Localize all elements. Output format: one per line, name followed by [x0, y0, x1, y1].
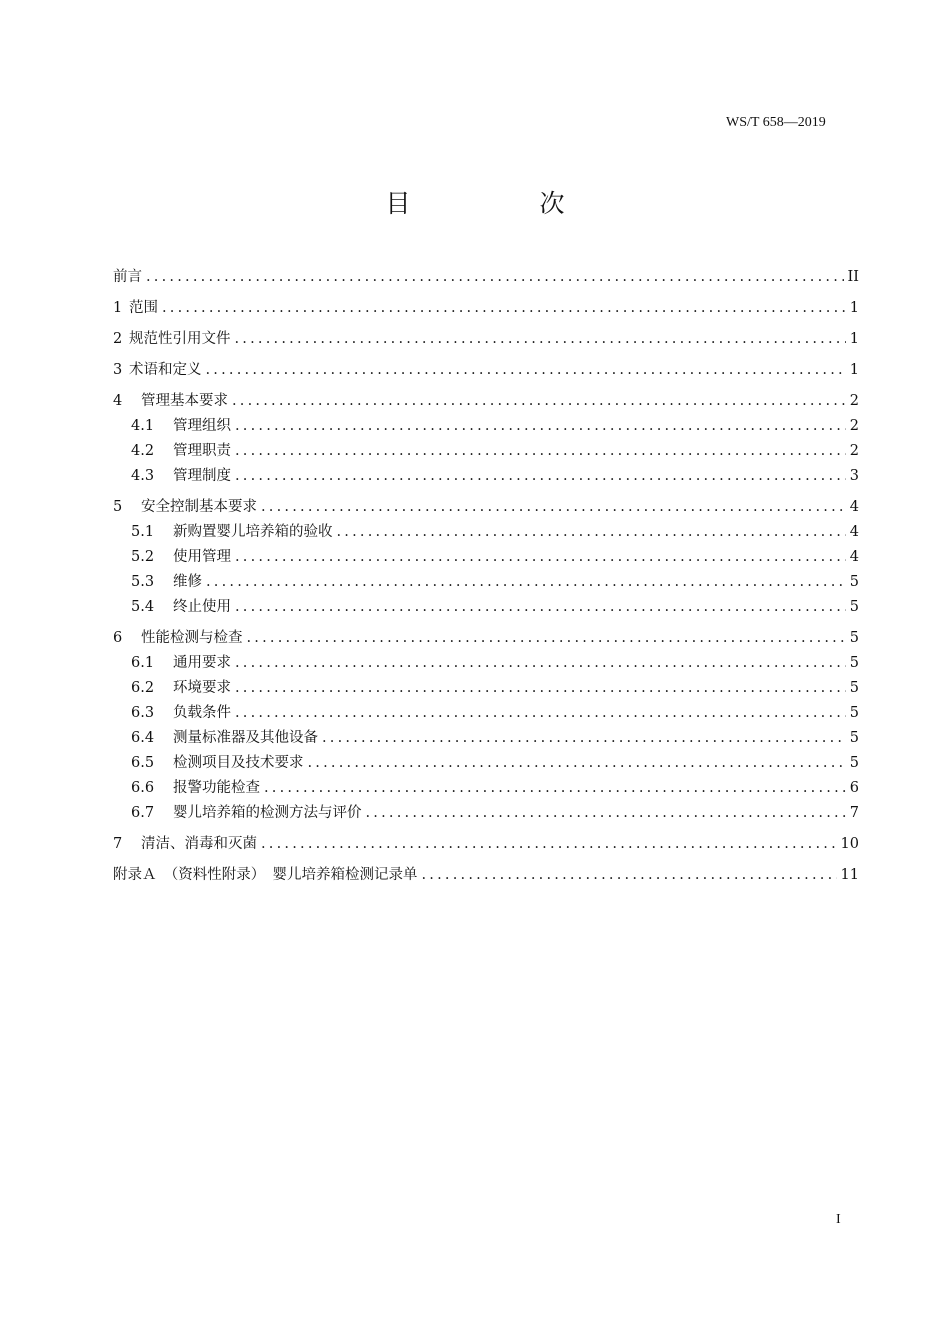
toc-entry-title: 婴儿培养箱的检测方法与评价	[173, 805, 362, 821]
toc-dot-leader	[247, 630, 846, 646]
toc-dot-leader	[235, 418, 846, 434]
toc-entry-title: 环境要求	[173, 680, 231, 696]
toc-entry-number: 1	[113, 300, 123, 316]
toc-entry[interactable]	[113, 651, 859, 676]
toc-title: 目 次	[385, 189, 617, 218]
toc-entry-page: 4	[849, 549, 859, 565]
toc-entry-title: 术语和定义	[129, 362, 202, 378]
toc-entry-title: 性能检测与检查	[141, 630, 243, 646]
toc-entry-title: 维修	[173, 574, 202, 590]
toc-entry-title: 管理职责	[173, 443, 231, 459]
toc-entry-number: 4.2	[131, 443, 155, 459]
toc-dot-leader	[235, 549, 846, 565]
toc-entry-page: 10	[840, 836, 859, 852]
toc-entry-number: 4.3	[131, 468, 155, 484]
toc-entry-page: 1	[849, 300, 859, 316]
toc-entry-number: 6	[113, 630, 123, 646]
toc-entry-number: 6.3	[131, 705, 155, 721]
toc-dot-leader	[235, 599, 846, 615]
toc-entry[interactable]	[113, 265, 859, 290]
toc-entry-page: 2	[849, 393, 859, 409]
toc-entry-number: 6.1	[131, 655, 155, 671]
toc-entry-number: 6.5	[131, 755, 155, 771]
toc-entry-title: 范围	[129, 300, 158, 316]
toc-entry-number: 6.7	[131, 805, 155, 821]
toc-entry-page: 1	[849, 362, 859, 378]
toc-entry-page: 11	[840, 867, 859, 883]
toc-entry-page: II	[847, 269, 859, 285]
page-number: I	[836, 1212, 841, 1227]
toc-entry-number: 7	[113, 836, 123, 852]
toc-entry-page: 2	[849, 443, 859, 459]
toc-entry-page: 4	[849, 524, 859, 540]
toc-dot-leader	[162, 300, 846, 316]
toc-entry[interactable]	[113, 414, 859, 439]
toc-entry-page: 1	[849, 331, 859, 347]
toc-dot-leader	[235, 331, 846, 347]
toc-entry-title: 测量标准器及其他设备	[173, 730, 318, 746]
toc-dot-leader	[235, 680, 846, 696]
toc-entry-page: 5	[849, 730, 859, 746]
toc-entry-title: 报警功能检查	[173, 780, 260, 796]
toc-entry[interactable]	[113, 358, 859, 383]
toc-entry-page: 5	[849, 755, 859, 771]
toc-entry[interactable]	[113, 863, 859, 888]
toc-entry[interactable]	[113, 676, 859, 701]
toc-entry[interactable]	[113, 545, 859, 570]
toc-dot-leader	[261, 836, 837, 852]
toc-entry[interactable]	[113, 389, 859, 414]
toc-entry-title: 安全控制基本要求	[141, 499, 257, 515]
toc-dot-leader	[206, 574, 846, 590]
toc-entry-page: 7	[849, 805, 859, 821]
toc-entry-page: 5	[849, 574, 859, 590]
toc-entry[interactable]	[113, 626, 859, 651]
toc-entry-page: 5	[849, 599, 859, 615]
toc-entry-title: 规范性引用文件	[129, 331, 231, 347]
toc-entry-title: 附录Ａ （资料性附录） 婴儿培养箱检测记录单	[113, 867, 418, 883]
toc-dot-leader	[146, 269, 844, 285]
toc-entry-page: 5	[849, 655, 859, 671]
toc-entry-page: 4	[849, 499, 859, 515]
toc-entry[interactable]	[113, 439, 859, 464]
toc-entry-page: 6	[849, 780, 859, 796]
toc-entry-number: 3	[113, 362, 123, 378]
toc-entry-title: 新购置婴儿培养箱的验收	[173, 524, 333, 540]
toc-dot-leader	[264, 780, 846, 796]
toc-entry[interactable]	[113, 701, 859, 726]
toc-entry[interactable]	[113, 495, 859, 520]
toc-entry[interactable]	[113, 832, 859, 857]
toc-entry-title: 通用要求	[173, 655, 231, 671]
toc-dot-leader	[206, 362, 846, 378]
toc-entry-number: 4	[113, 393, 123, 409]
toc-dot-leader	[235, 705, 846, 721]
toc-entry-title: 管理制度	[173, 468, 231, 484]
toc-dot-leader	[235, 655, 846, 671]
toc-entry-number: 6.2	[131, 680, 155, 696]
toc-entry-number: 5.2	[131, 549, 155, 565]
toc-entry-title: 负载条件	[173, 705, 231, 721]
toc-entry-number: 4.1	[131, 418, 155, 434]
toc-entry-page: 2	[849, 418, 859, 434]
toc-entry-number: 5	[113, 499, 123, 515]
toc-entry-page: 5	[849, 705, 859, 721]
toc-entry[interactable]	[113, 776, 859, 801]
toc-entry-number: 2	[113, 331, 123, 347]
toc-entry[interactable]	[113, 327, 859, 352]
toc-entry-number: 5.1	[131, 524, 155, 540]
toc-dot-leader	[422, 867, 837, 883]
toc-entry-number: 5.3	[131, 574, 155, 590]
table-of-contents	[113, 265, 859, 888]
toc-entry[interactable]	[113, 801, 859, 826]
toc-entry-number: 6.4	[131, 730, 155, 746]
toc-entry-number: 6.6	[131, 780, 155, 796]
toc-entry[interactable]	[113, 520, 859, 545]
toc-dot-leader	[235, 443, 846, 459]
toc-dot-leader	[337, 524, 846, 540]
toc-entry[interactable]	[113, 570, 859, 595]
toc-entry[interactable]	[113, 464, 859, 489]
toc-entry-page: 3	[849, 468, 859, 484]
toc-entry-title: 管理组织	[173, 418, 231, 434]
toc-entry-title: 使用管理	[173, 549, 231, 565]
toc-dot-leader	[235, 468, 846, 484]
toc-dot-leader	[366, 805, 846, 821]
document-code: WS/T 658—2019	[726, 115, 826, 130]
toc-entry-title: 终止使用	[173, 599, 231, 615]
toc-entry-title: 前言	[113, 269, 142, 285]
toc-entry-title: 管理基本要求	[141, 393, 228, 409]
toc-entry-page: 5	[849, 630, 859, 646]
toc-entry[interactable]	[113, 296, 859, 321]
toc-entry-page: 5	[849, 680, 859, 696]
toc-entry[interactable]	[113, 751, 859, 776]
toc-entry[interactable]	[113, 726, 859, 751]
toc-dot-leader	[322, 730, 846, 746]
toc-dot-leader	[261, 499, 846, 515]
toc-entry-title: 检测项目及技术要求	[173, 755, 304, 771]
toc-entry-title: 清洁、消毒和灭菌	[141, 836, 257, 852]
toc-entry-number: 5.4	[131, 599, 155, 615]
toc-dot-leader	[308, 755, 846, 771]
toc-entry[interactable]	[113, 595, 859, 620]
toc-dot-leader	[232, 393, 846, 409]
